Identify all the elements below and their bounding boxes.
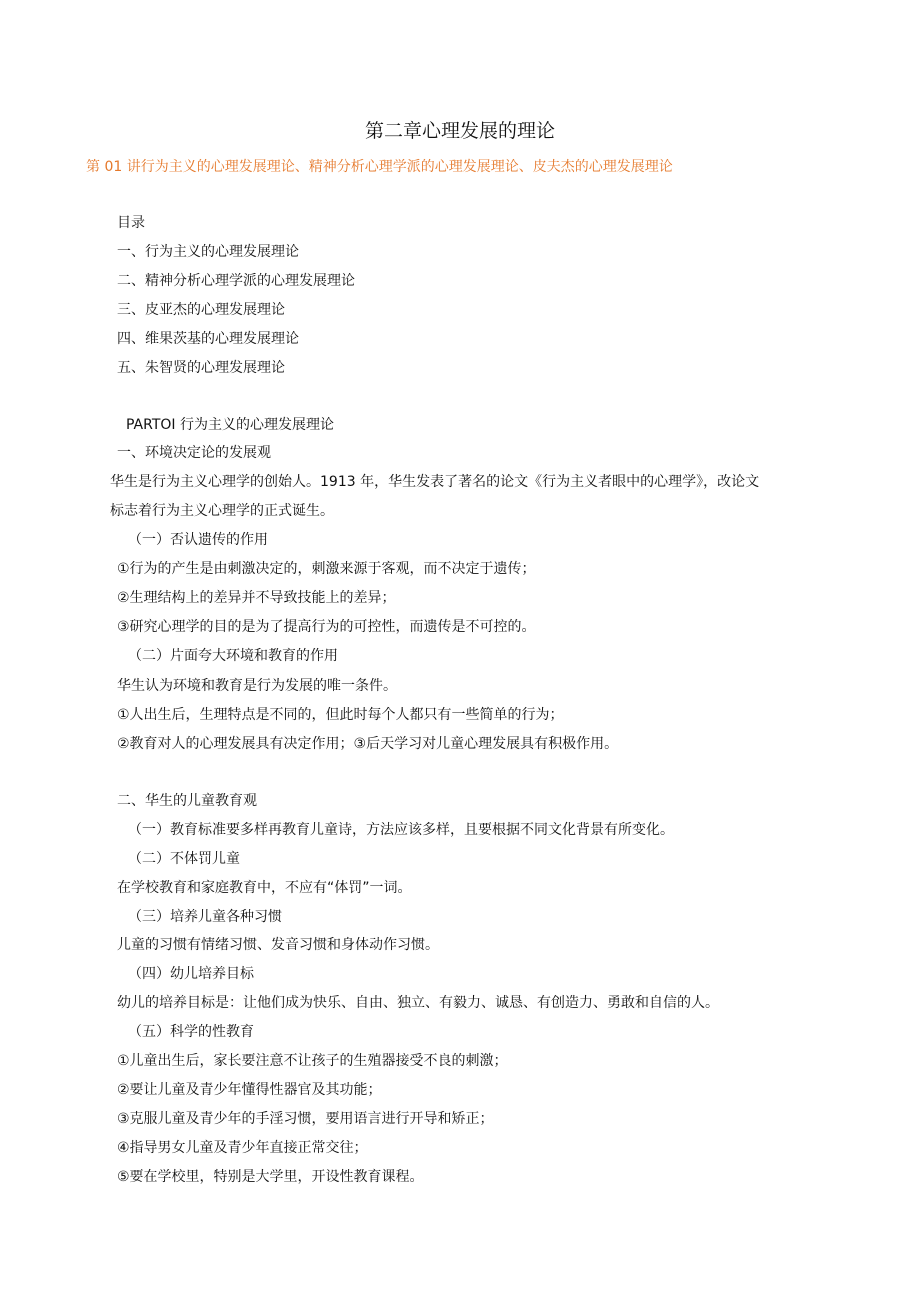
paragraph-line: 标志着行为主义心理学的正式诞生。 [110, 503, 334, 519]
paragraph-line: 幼儿的培养目标是：让他们成为快乐、自由、独立、有毅力、诚恳、有创造力、勇敢和自信的人。 [117, 995, 719, 1011]
list-item: ③研究心理学的目的是为了提高行为的可控性，而遗传是不可控的。 [117, 619, 536, 635]
part-heading: PARTOI 行为主义的心理发展理论 [126, 417, 334, 433]
list-item: ②生理结构上的差异并不导致技能上的差异； [117, 590, 396, 606]
toc-item: 五、朱智贤的心理发展理论 [117, 360, 285, 376]
section-heading: 二、华生的儿童教育观 [117, 793, 257, 809]
toc-item: 三、皮亚杰的心理发展理论 [117, 302, 285, 318]
chapter-title: 第二章心理发展的理论 [364, 120, 555, 142]
list-item: ④指导男女儿童及青少年直接正常交往； [117, 1140, 368, 1156]
subsection-heading: （五）科学的性教育 [128, 1024, 254, 1040]
toc-item: 四、维果茨基的心理发展理论 [117, 331, 299, 347]
subsection-heading: （二）不体罚儿童 [128, 851, 240, 867]
list-item: ②要让儿童及青少年懂得性器官及其功能； [117, 1082, 382, 1098]
list-item: ①行为的产生是由刺激决定的，刺激来源于客观，而不决定于遗传； [117, 561, 536, 577]
list-item: ①人出生后，生理特点是不同的，但此时每个人都只有一些简单的行为； [117, 707, 564, 723]
toc-item: 二、精神分析心理学派的心理发展理论 [117, 273, 355, 289]
toc-item: 一、行为主义的心理发展理论 [117, 244, 299, 260]
list-item: ①儿童出生后，家长要注意不让孩子的生殖器接受不良的刺激； [117, 1053, 508, 1069]
list-item: ③克服儿童及青少年的手淫习惯，要用语言进行开导和矫正； [117, 1111, 494, 1127]
subsection-heading: （三）培养儿童各种习惯 [128, 909, 282, 925]
list-item: ⑤要在学校里，特别是大学里，开设性教育课程。 [117, 1169, 424, 1185]
paragraph-line: 儿童的习惯有情绪习惯、发音习惯和身体动作习惯。 [117, 937, 439, 953]
paragraph-line: 在学校教育和家庭教育中，不应有“体罚”一词。 [117, 880, 412, 896]
toc-heading: 目录 [117, 215, 145, 231]
subsection-heading: （四）幼儿培养目标 [128, 966, 254, 982]
list-item: ②教育对人的心理发展具有决定作用；③后天学习对儿童心理发展具有积极作用。 [117, 736, 619, 752]
section-heading: 一、环境决定论的发展观 [117, 445, 271, 461]
subsection-heading: （一）否认遗传的作用 [128, 532, 268, 548]
paragraph-line: 华生是行为主义心理学的创始人。1913 年，华生发表了著名的论文《行为主义者眼中的心理学》，改论文 [110, 474, 760, 490]
lecture-subtitle: 第 01 讲行为主义的心理发展理论、精神分析心理学派的心理发展理论、皮夫杰的心理发展理论 [86, 159, 673, 175]
paragraph-line: 华生认为环境和教育是行为发展的唯一条件。 [117, 678, 397, 694]
subsection-heading: （二）片面夸大环境和教育的作用 [128, 648, 338, 664]
subsection-heading: （一）教育标准要多样再教育儿童诗，方法应该多样，且要根据不同文化背景有所变化。 [128, 822, 674, 838]
